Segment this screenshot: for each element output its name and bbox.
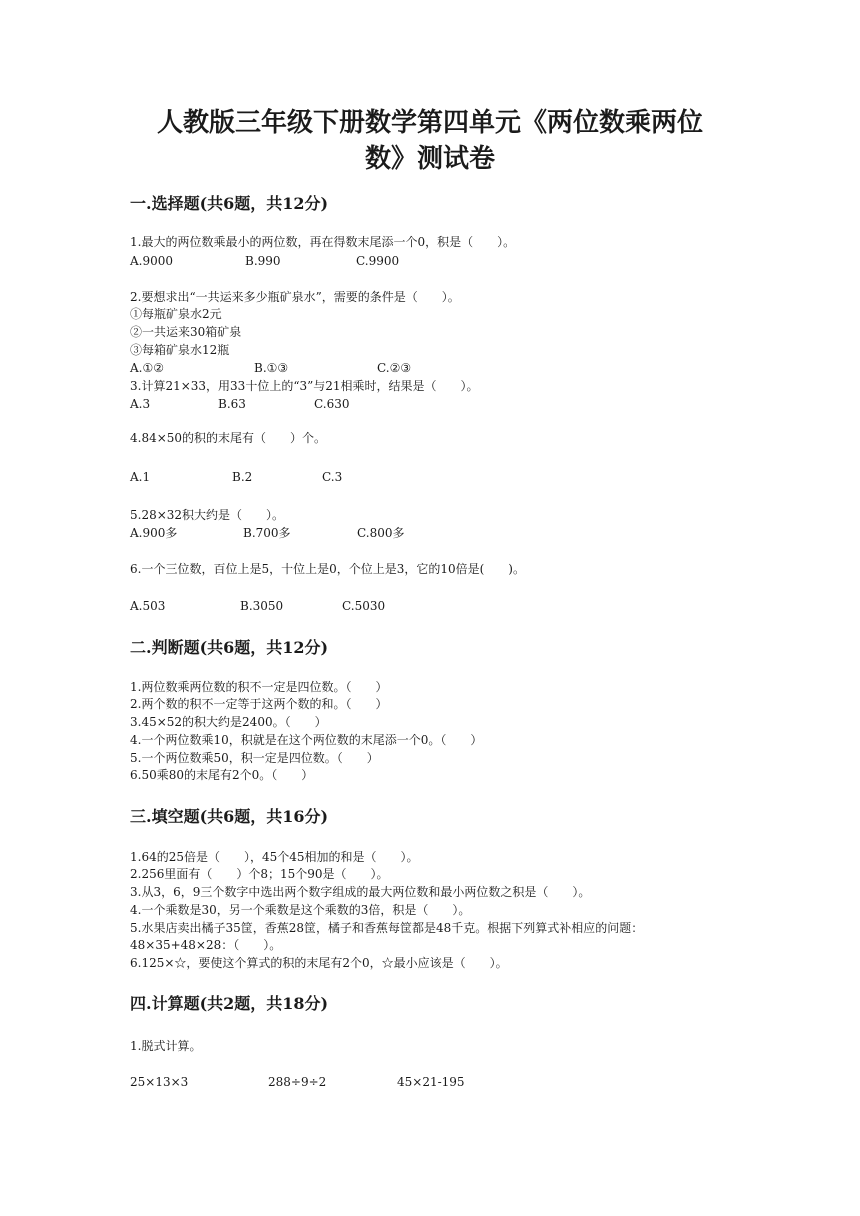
list-item: 2.256里面有（ ）个8；15个90是（ ）。 [130, 867, 389, 881]
section-heading-calculation: 四.计算题(共2题，共18分) [130, 994, 329, 1013]
option-c: C.9900 [356, 254, 400, 268]
expression: 25×13×3 [130, 1075, 189, 1089]
list-item: 48×35+48×28：（ ）。 [130, 938, 282, 952]
list-item: 2.两个数的积不一定等于这两个数的和。（ ） [130, 697, 388, 711]
list-item: 6.50乘80的末尾有2个0。（ ） [130, 768, 314, 782]
page-title-line-2: 数》测试卷 [364, 144, 495, 174]
option-c: C.5030 [342, 599, 386, 613]
list-item: 4.一个乘数是30，另一个乘数是这个乘数的3倍，积是（ ）。 [130, 903, 471, 917]
option-c: C.②③ [377, 361, 412, 375]
option-b: B.700多 [243, 526, 291, 540]
section-heading-judgement: 二.判断题(共6题，共12分) [130, 638, 329, 657]
option-c: C.800多 [357, 526, 405, 540]
list-item: 5.一个两位数乘50，积一定是四位数。（ ） [130, 751, 379, 765]
question-stem: 1.最大的两位数乘最小的两位数，再在得数末尾添一个0，积是（ ）。 [130, 235, 516, 249]
option-b: B.63 [218, 397, 246, 411]
option-c: C.630 [314, 397, 350, 411]
option-a: A.3 [130, 397, 151, 411]
option-a: A.1 [130, 470, 151, 484]
option-b: B.2 [232, 470, 253, 484]
condition-item: ②一共运来30箱矿泉 [130, 325, 242, 339]
expression: 45×21-195 [397, 1075, 465, 1089]
list-item: 3.45×52的积大约是2400。（ ） [130, 715, 327, 729]
list-item: 6.125×☆，要使这个算式的积的末尾有2个0，☆最小应该是（ ）。 [130, 956, 508, 970]
option-a: A.9000 [130, 254, 174, 268]
expression: 288÷9÷2 [268, 1075, 327, 1089]
question-stem: 6.一个三位数，百位上是5，十位上是0，个位上是3，它的10倍是( )。 [130, 562, 525, 576]
option-a: A.①② [130, 361, 164, 375]
condition-item: ①每瓶矿泉水2元 [130, 307, 222, 321]
question-stem: 5.28×32积大约是（ ）。 [130, 508, 285, 522]
page-title-line-1: 人教版三年级下册数学第四单元《两位数乘两位 [156, 108, 703, 138]
list-item: 3.从3，6，9三个数字中选出两个数字组成的最大两位数和最小两位数之积是（ ）。 [130, 885, 591, 899]
option-a: A.503 [130, 599, 166, 613]
question-stem: 3.计算21×33，用33十位上的“3”与21相乘时，结果是（ ）。 [130, 379, 479, 393]
option-b: B.3050 [240, 599, 284, 613]
option-c: C.3 [322, 470, 343, 484]
question-stem: 1.脱式计算。 [130, 1039, 202, 1053]
section-heading-fill-blank: 三.填空题(共6题，共16分) [130, 807, 329, 826]
option-b: B.①③ [254, 361, 289, 375]
list-item: 1.两位数乘两位数的积不一定是四位数。（ ） [130, 680, 388, 694]
question-stem: 4.84×50的积的末尾有（ ）个。 [130, 431, 327, 445]
condition-item: ③每箱矿泉水12瓶 [130, 343, 230, 357]
section-heading-choice: 一.选择题(共6题，共12分) [130, 194, 329, 213]
option-b: B.990 [245, 254, 281, 268]
question-stem: 2.要想求出“一共运来多少瓶矿泉水”，需要的条件是（ ）。 [130, 290, 460, 304]
option-a: A.900多 [130, 526, 178, 540]
list-item: 5.水果店卖出橘子35筐，香蕉28筐，橘子和香蕉每筐都是48千克。根据下列算式补相应的问题： [130, 921, 644, 935]
list-item: 1.64的25倍是（ ），45个45相加的和是（ ）。 [130, 850, 419, 864]
list-item: 4.一个两位数乘10，积就是在这个两位数的末尾添一个0。（ ） [130, 733, 483, 747]
